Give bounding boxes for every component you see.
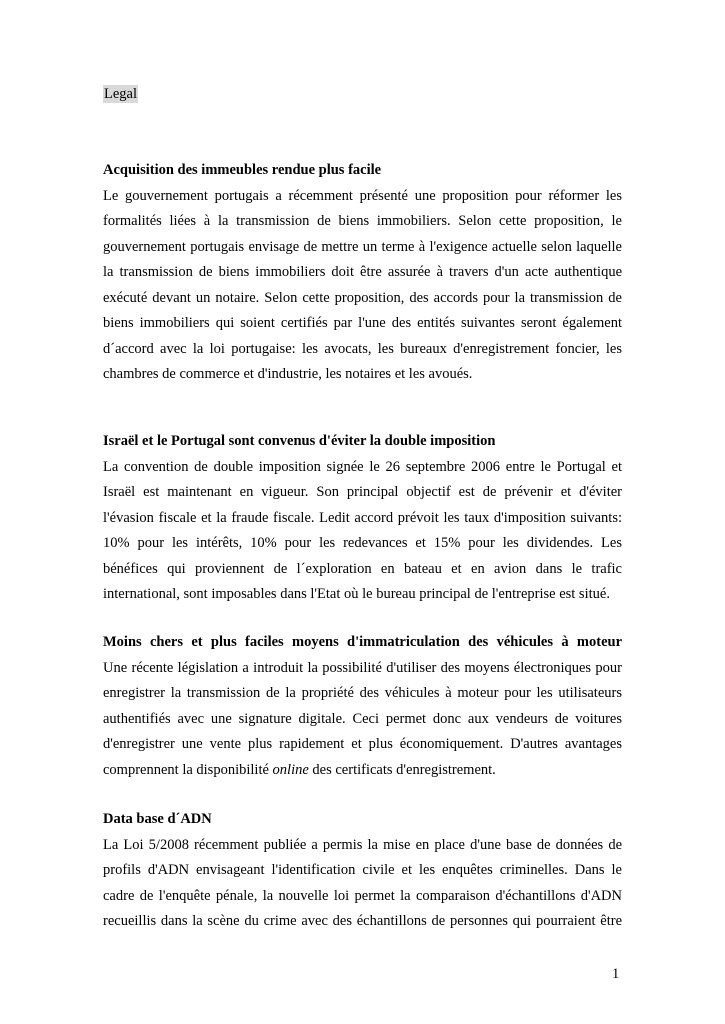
paragraph-line: La Loi 5/2008 récemment publiée a permis la mise en place d'une base de données de	[103, 836, 622, 853]
section-vehicules	[103, 630, 622, 783]
paragraph-line	[103, 758, 622, 784]
paragraph-line: La convention de double imposition signée le 26 septembre 2006 entre le Portugal et	[103, 458, 622, 475]
section-heading: Acquisition des immeubles rendue plus facile	[103, 162, 382, 178]
paragraph-line: d'enregistrer une vente plus rapidement et plus économiquement. D'autres avantages	[103, 736, 622, 752]
paragraph-line: cadre de l'enquête pénale, la nouvelle loi permet la comparaison d'échantillons d'ADN	[103, 887, 622, 904]
paragraph-line: d´accord avec la loi portugaise: les avocats, les bureaux d'enregistrement foncier, les	[103, 340, 622, 357]
paragraph-line: recueillis dans la scène du crime avec des échantillons de personnes qui pourraient être	[103, 913, 622, 929]
paragraph-line: 10% pour les intérêts, 10% pour les redevances et 15% pour les dividendes. Les	[103, 535, 622, 551]
section-adn	[103, 807, 622, 935]
section-paragraph	[103, 833, 622, 935]
section-paragraph	[103, 455, 622, 608]
paragraph-line: formalités liées à la transmission de biens immobiliers. Selon cette proposition, le	[103, 213, 622, 229]
legal-tag: Legal	[104, 86, 138, 102]
paragraph-line: la transmission de biens immobiliers doit être assurée à travers d'un acte authentique	[103, 264, 622, 280]
paragraph-line: Israël est maintenant en vigueur. Son principal objectif est de prévenir et d'éviter	[103, 484, 622, 500]
paragraph-line: profils d'ADN envisageant l'identification civile et les enquêtes criminelles. Dans le	[103, 862, 622, 878]
paragraph-line: Le gouvernement portugais a récemment présenté une proposition pour réformer les	[103, 187, 622, 204]
paragraph-line: chambres de commerce et d'industrie, les notaires et les avoués.	[103, 366, 473, 382]
section-acquisition	[103, 158, 622, 388]
section-paragraph	[103, 184, 622, 388]
paragraph-line: Une récente législation a introduit la possibilité d'utiliser des moyens électroniques pour	[103, 659, 622, 676]
paragraph-line: gouvernement portugais envisage de mettre un terme à l'exigence actuelle selon laquelle	[103, 238, 622, 255]
line-text: des certificats d'enregistrement.	[308, 761, 496, 778]
page-number: 1	[612, 966, 620, 982]
emphasis-online: online	[272, 761, 309, 778]
paragraph-line: biens immobiliers qui soient certifiés par l'une des entités suivantes seront également	[103, 315, 622, 331]
paragraph-line: exécuté devant un notaire. Selon cette proposition, des accords pour la transmission de	[103, 289, 622, 306]
paragraph-line: bénéfices qui proviennent de l´exploration en bateau et en avion dans le trafic	[103, 560, 622, 577]
line-text: comprennent la disponibilité	[103, 761, 273, 778]
section-israel-portugal	[103, 429, 622, 608]
section-heading: Israël et le Portugal sont convenus d'éviter la double imposition	[103, 433, 496, 449]
paragraph-line: authentifiés avec une signature digitale. Ceci permet donc aux vendeurs de voitures	[103, 710, 622, 727]
paragraph-line: enregistrer la transmission de la propriété des véhicules à moteur pour les utilisateurs	[103, 685, 622, 701]
paragraph-line: international, sont imposables dans l'Etat où le bureau principal de l'entreprise est situé.	[103, 586, 610, 602]
section-heading: Moins chers et plus faciles moyens d'immatriculation des véhicules à moteur	[103, 634, 622, 650]
section-heading: Data base d´ADN	[103, 811, 212, 827]
paragraph-line: l'évasion fiscale et la fraude fiscale. Ledit accord prévoit les taux d'imposition suivants:	[103, 509, 622, 526]
section-paragraph	[103, 656, 622, 784]
